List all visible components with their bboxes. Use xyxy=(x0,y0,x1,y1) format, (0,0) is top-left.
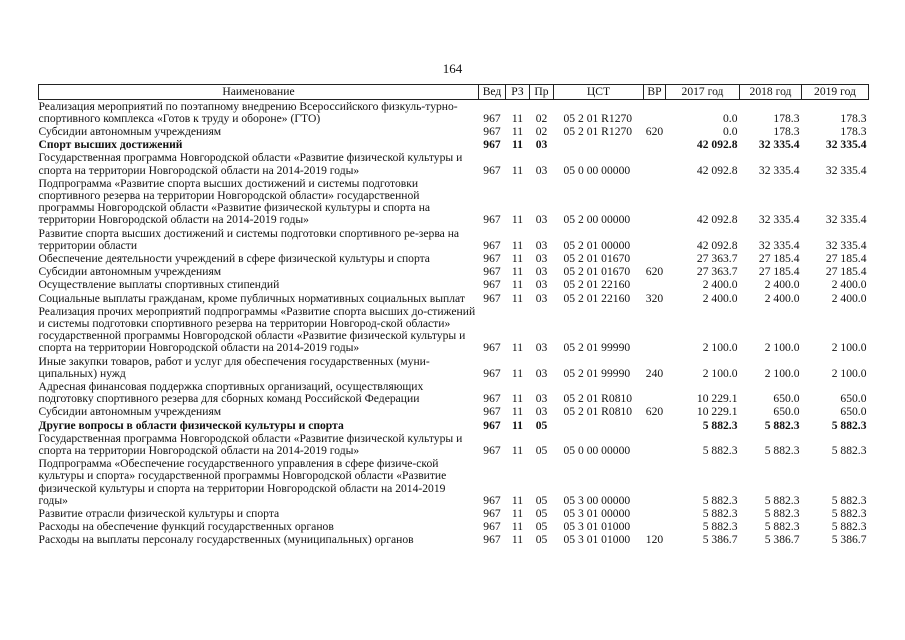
row-ved: 967 xyxy=(483,124,501,138)
table-row xyxy=(39,508,869,521)
row-value-2019: 5 386.7 xyxy=(831,533,867,547)
table-row xyxy=(39,177,869,227)
row-ved: 967 xyxy=(483,278,501,292)
row-name: Осуществление выплаты спортивных стипендий xyxy=(38,278,280,292)
row-cst: 05 2 01 01670 xyxy=(563,265,631,279)
row-name: Спорт высших достижений xyxy=(38,138,183,152)
row-value-2017: 27 363.7 xyxy=(696,251,738,265)
table-row xyxy=(39,419,869,432)
row-value-2017: 5 882.3 xyxy=(702,520,738,534)
table-row xyxy=(39,100,869,126)
row-value-2019: 2 400.0 xyxy=(831,278,867,292)
row-cst: 05 0 00 00000 xyxy=(563,443,631,457)
row-rz: 11 xyxy=(512,138,523,152)
row-vr xyxy=(644,458,666,508)
row-cst: 05 3 01 01000 xyxy=(563,520,631,534)
row-value-2018: 32 335.4 xyxy=(758,163,800,177)
row-value-2018: 2 400.0 xyxy=(764,291,800,305)
row-value-2018: 2 400.0 xyxy=(764,278,800,292)
table-row xyxy=(39,432,869,457)
row-pr: 03 xyxy=(535,278,548,292)
row-name: Обеспечение деятельности учреждений в сфере физической культуры и спорта xyxy=(38,251,430,265)
row-ved: 967 xyxy=(483,443,501,457)
row-ved: 967 xyxy=(483,341,501,355)
row-vr xyxy=(644,380,666,405)
row-rz: 11 xyxy=(511,111,524,125)
row-value-2017: 2 100.0 xyxy=(702,341,738,355)
row-cst: 05 3 00 00000 xyxy=(563,493,631,507)
row-value-2018: 32 335.4 xyxy=(758,238,800,252)
row-value-2017: 27 363.7 xyxy=(696,265,738,279)
row-vr xyxy=(644,100,666,126)
row-vr xyxy=(644,252,666,265)
row-value-2019: 2 100.0 xyxy=(831,341,867,355)
header-cst: ЦСТ xyxy=(554,85,644,100)
row-value-2019: 2 100.0 xyxy=(831,366,867,380)
page-number: 164 xyxy=(442,61,463,76)
row-value-2018: 32 335.4 xyxy=(758,138,800,152)
row-value-2017: 42 092.8 xyxy=(696,138,738,152)
row-rz: 11 xyxy=(511,163,524,177)
row-name: Субсидии автономным учреждениям xyxy=(38,405,222,419)
header-2019: 2019 год xyxy=(802,85,869,100)
row-value-2019: 27 185.4 xyxy=(825,251,867,265)
row-name: Субсидии автономным учреждениям xyxy=(38,265,222,279)
row-pr: 03 xyxy=(535,392,548,406)
row-rz: 11 xyxy=(511,213,524,227)
row-cst: 05 2 01 R1270 xyxy=(563,111,633,125)
row-value-2017: 42 092.8 xyxy=(696,163,738,177)
row-ved: 967 xyxy=(483,520,501,534)
row-cst: 05 2 01 R1270 xyxy=(563,124,633,138)
row-value-2018: 178.3 xyxy=(773,124,800,138)
header-rz: РЗ xyxy=(506,85,530,100)
row-value-2017: 5 882.3 xyxy=(702,507,738,520)
table-row xyxy=(39,252,869,265)
row-value-2019: 5 882.3 xyxy=(831,520,867,534)
row-value-2018: 650.0 xyxy=(773,392,800,406)
row-value-2018: 5 882.3 xyxy=(764,493,800,507)
row-vr: 620 xyxy=(645,124,664,138)
row-value-2017: 10 229.1 xyxy=(696,392,738,406)
row-name: Государственная программа Новгородской области «Развитие физической культуры и спорта на территории Новгородской области на 2014-2019 годы» xyxy=(38,431,463,457)
row-cst: 05 2 01 99990 xyxy=(563,366,631,380)
row-value-2018: 5 882.3 xyxy=(764,507,800,520)
table-body xyxy=(39,100,869,548)
row-value-2018: 5 882.3 xyxy=(764,418,800,432)
table-row xyxy=(39,406,869,419)
row-vr: 120 xyxy=(645,533,664,547)
row-cst: 05 0 00 00000 xyxy=(563,163,631,177)
row-rz: 11 xyxy=(511,405,524,419)
row-pr: 05 xyxy=(535,418,548,432)
row-value-2017: 2 400.0 xyxy=(702,291,738,305)
row-ved: 967 xyxy=(483,238,501,252)
row-cst xyxy=(554,419,644,432)
row-value-2018: 5 882.3 xyxy=(764,520,800,534)
row-value-2019: 5 882.3 xyxy=(831,443,867,457)
table-row xyxy=(39,458,869,508)
row-name: Реализация мероприятий по поэтапному внедрению Всероссийского физкуль-турно-спортивного комплекса «Готов к труду и обороне» (ГТО) xyxy=(38,99,458,125)
row-cst: 05 2 01 R0810 xyxy=(563,392,633,406)
row-cst: 05 3 01 01000 xyxy=(563,533,631,547)
row-rz: 11 xyxy=(511,533,524,547)
table-row xyxy=(39,139,869,152)
row-value-2018: 27 185.4 xyxy=(758,265,800,279)
row-name: Подпрограмма «Развитие спорта высших достижений и системы подготовки спортивного резерва на территории Новгородской области» государственной программы Новгородской области «Развитие физической культуры и спорта на территории Новгородской области на 2014-2019 годы» xyxy=(38,176,431,227)
row-value-2019: 5 882.3 xyxy=(831,507,867,520)
header-2017: 2017 год xyxy=(666,85,740,100)
row-pr: 05 xyxy=(535,533,548,547)
row-rz: 11 xyxy=(512,418,523,432)
row-pr: 03 xyxy=(535,251,548,265)
table-row xyxy=(39,521,869,534)
row-pr: 03 xyxy=(535,265,548,279)
row-ved: 967 xyxy=(483,405,501,419)
table-row xyxy=(39,534,869,547)
row-pr: 03 xyxy=(535,341,548,355)
header-2018: 2018 год xyxy=(740,85,802,100)
row-ved: 967 xyxy=(483,493,501,507)
row-cst: 05 2 01 01670 xyxy=(563,251,631,265)
row-value-2018: 650.0 xyxy=(773,405,800,419)
row-name: Иные закупки товаров, работ и услуг для обеспечения государственных (муни-ципальных) нужд xyxy=(38,354,430,380)
row-rz: 11 xyxy=(511,366,524,380)
row-value-2017: 5 882.3 xyxy=(702,443,738,457)
row-value-2017: 0.0 xyxy=(723,124,738,138)
table-row xyxy=(39,305,869,355)
row-value-2018: 2 100.0 xyxy=(764,366,800,380)
row-value-2019: 650.0 xyxy=(840,392,867,406)
row-pr: 02 xyxy=(535,124,548,138)
table-row xyxy=(39,152,869,177)
row-vr xyxy=(644,279,666,292)
row-rz: 11 xyxy=(511,392,524,406)
row-name: Развитие спорта высших достижений и системы подготовки спортивного ре-зерва на территории области xyxy=(38,226,460,252)
row-cst: 05 2 01 R0810 xyxy=(563,405,633,419)
row-vr xyxy=(644,419,666,432)
row-pr: 03 xyxy=(535,405,548,419)
table-row xyxy=(39,380,869,405)
budget-table xyxy=(38,84,869,547)
table-row xyxy=(39,292,869,305)
row-name: Адресная финансовая поддержка спортивных организаций, осуществляющих подготовку спортивного резерва для сборных команд Российской Федерации xyxy=(38,379,424,406)
row-ved: 967 xyxy=(483,507,501,520)
row-value-2019: 650.0 xyxy=(840,405,867,419)
row-rz: 11 xyxy=(511,443,524,457)
row-value-2018: 27 185.4 xyxy=(758,251,800,265)
row-rz: 11 xyxy=(511,238,524,252)
table-row xyxy=(39,125,869,138)
row-vr: 320 xyxy=(645,291,664,305)
row-value-2017: 0.0 xyxy=(723,111,738,125)
row-cst xyxy=(554,139,644,152)
row-value-2019: 32 335.4 xyxy=(825,138,867,152)
row-value-2017: 10 229.1 xyxy=(696,405,738,419)
row-value-2019: 32 335.4 xyxy=(825,238,867,252)
row-name: Расходы на выплаты персоналу государственных (муниципальных) органов xyxy=(38,533,414,547)
header-name: Наименование xyxy=(39,85,479,100)
row-cst: 05 2 01 00000 xyxy=(563,238,631,252)
row-value-2019: 2 400.0 xyxy=(831,291,867,305)
row-value-2018: 5 882.3 xyxy=(764,443,800,457)
row-vr xyxy=(644,521,666,534)
row-pr: 03 xyxy=(535,138,548,152)
row-value-2019: 32 335.4 xyxy=(825,163,867,177)
row-value-2018: 32 335.4 xyxy=(758,213,800,227)
row-cst: 05 2 01 99990 xyxy=(563,341,631,355)
row-vr xyxy=(644,227,666,252)
row-vr: 240 xyxy=(645,366,664,380)
row-vr xyxy=(644,432,666,457)
row-pr: 03 xyxy=(535,238,548,252)
row-name: Социальные выплаты гражданам, кроме публичных нормативных социальных выплат xyxy=(38,291,465,305)
row-rz: 11 xyxy=(511,278,524,292)
row-rz: 11 xyxy=(511,520,524,534)
row-pr: 02 xyxy=(535,111,548,125)
row-pr: 05 xyxy=(535,443,548,457)
row-pr: 03 xyxy=(535,163,548,177)
row-pr: 05 xyxy=(535,520,548,534)
row-vr: 620 xyxy=(645,265,664,279)
row-value-2018: 5 386.7 xyxy=(764,533,800,547)
row-name: Субсидии автономным учреждениям xyxy=(38,124,222,138)
row-value-2017: 5 882.3 xyxy=(702,418,738,432)
row-vr: 620 xyxy=(645,405,664,419)
row-cst: 05 2 01 22160 xyxy=(563,278,631,292)
row-vr xyxy=(644,152,666,177)
row-rz: 11 xyxy=(511,251,524,265)
row-pr: 03 xyxy=(535,213,548,227)
row-value-2017: 2 400.0 xyxy=(702,278,738,292)
row-rz: 11 xyxy=(511,341,524,355)
header-vr: ВР xyxy=(644,85,666,100)
row-name: Подпрограмма «Обеспечение государственного управления в сфере физиче-ской культуры и спорта» государственной программы Новгородской области «Развитие физической культуры и спорта на территории Новгородской области на 2014-2019 годы» xyxy=(38,457,447,507)
table-row xyxy=(39,227,869,252)
row-rz: 11 xyxy=(511,265,524,279)
row-value-2019: 5 882.3 xyxy=(831,418,867,432)
row-value-2018: 178.3 xyxy=(773,111,800,125)
row-ved: 967 xyxy=(483,418,501,432)
table-header-row xyxy=(39,85,869,100)
row-vr xyxy=(644,305,666,355)
row-name: Развитие отрасли физической культуры и спорта xyxy=(38,507,280,520)
row-name: Другие вопросы в области физической культуры и спорта xyxy=(38,418,344,432)
row-value-2017: 5 882.3 xyxy=(702,493,738,507)
row-value-2019: 178.3 xyxy=(840,124,867,138)
row-rz: 11 xyxy=(511,507,524,520)
header-ved: Вед xyxy=(479,85,506,100)
row-ved: 967 xyxy=(483,533,501,547)
row-cst: 05 3 01 00000 xyxy=(563,507,631,520)
row-ved: 967 xyxy=(483,366,501,380)
row-value-2018: 2 100.0 xyxy=(764,341,800,355)
row-rz: 11 xyxy=(511,124,524,138)
row-ved: 967 xyxy=(483,111,501,125)
row-vr xyxy=(644,177,666,227)
row-rz: 11 xyxy=(511,291,524,305)
row-value-2017: 42 092.8 xyxy=(696,238,738,252)
row-ved: 967 xyxy=(483,213,501,227)
table-row xyxy=(39,279,869,292)
table-row xyxy=(39,266,869,279)
row-pr: 03 xyxy=(535,366,548,380)
row-value-2019: 178.3 xyxy=(840,111,867,125)
row-ved: 967 xyxy=(483,163,501,177)
row-value-2019: 5 882.3 xyxy=(831,493,867,507)
row-value-2019: 27 185.4 xyxy=(825,265,867,279)
row-vr xyxy=(644,508,666,521)
row-ved: 967 xyxy=(483,265,501,279)
row-ved: 967 xyxy=(483,291,501,305)
row-ved: 967 xyxy=(483,138,501,152)
header-pr: Пр xyxy=(530,85,554,100)
row-pr: 03 xyxy=(535,291,548,305)
row-name: Расходы на обеспечение функций государственных органов xyxy=(38,520,334,534)
row-value-2017: 42 092.8 xyxy=(696,213,738,227)
row-ved: 967 xyxy=(483,392,501,406)
row-pr: 05 xyxy=(535,507,548,520)
row-name: Государственная программа Новгородской области «Развитие физической культуры и спорта на территории Новгородской области на 2014-2019 годы» xyxy=(38,151,463,177)
table-row xyxy=(39,355,869,380)
row-value-2017: 5 386.7 xyxy=(702,533,738,547)
row-cst: 05 2 01 22160 xyxy=(563,291,631,305)
row-name: Реализация прочих мероприятий подпрограммы «Развитие спорта высших до-стижений и системы подготовки спортивного резерва на территории Новгород-ской области» государственной программы Новгородской области «Развитие физической культуры и спорта на территории Новгородской области на 2014-2019 годы» xyxy=(38,304,476,355)
row-cst: 05 2 00 00000 xyxy=(563,213,631,227)
row-rz: 11 xyxy=(511,493,524,507)
row-value-2017: 2 100.0 xyxy=(702,366,738,380)
row-pr: 05 xyxy=(535,493,548,507)
row-ved: 967 xyxy=(483,251,501,265)
row-vr xyxy=(644,139,666,152)
row-value-2019: 32 335.4 xyxy=(825,213,867,227)
